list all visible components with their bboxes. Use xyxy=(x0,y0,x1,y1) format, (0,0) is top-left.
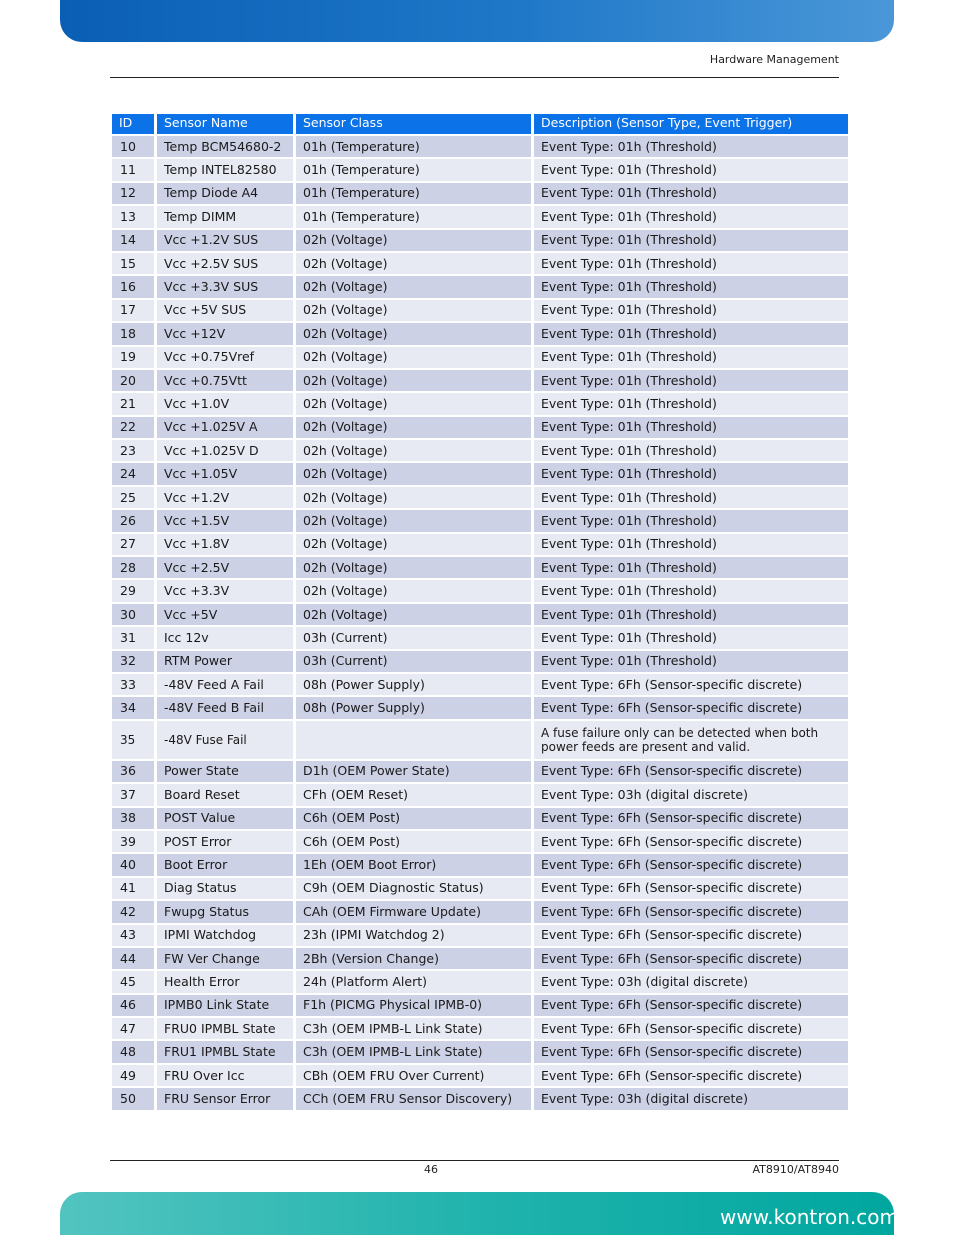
cell-id: 49 xyxy=(112,1065,154,1086)
cell-sensor-name: RTM Power xyxy=(157,651,293,672)
cell-sensor-class: 02h (Voltage) xyxy=(296,276,531,297)
cell-sensor-class: 02h (Voltage) xyxy=(296,604,531,625)
table-row xyxy=(112,604,848,625)
sensor-table xyxy=(109,112,851,1112)
cell-id: 23 xyxy=(112,440,154,461)
table-row xyxy=(112,854,848,875)
cell-description: Event Type: 01h (Threshold) xyxy=(534,370,848,391)
cell-sensor-name: Temp INTEL82580 xyxy=(157,159,293,180)
cell-sensor-class: 02h (Voltage) xyxy=(296,370,531,391)
cell-sensor-class: CAh (OEM Firmware Update) xyxy=(296,901,531,922)
table-row xyxy=(112,323,848,344)
cell-id: 46 xyxy=(112,995,154,1016)
cell-id: 26 xyxy=(112,510,154,531)
document-title: AT8910/AT8940 xyxy=(752,1163,839,1176)
cell-id: 19 xyxy=(112,347,154,368)
cell-description: Event Type: 01h (Threshold) xyxy=(534,347,848,368)
table-row xyxy=(112,878,848,899)
cell-sensor-class: 02h (Voltage) xyxy=(296,510,531,531)
table-row xyxy=(112,463,848,484)
cell-sensor-class: 01h (Temperature) xyxy=(296,136,531,157)
cell-sensor-class: 08h (Power Supply) xyxy=(296,697,531,718)
cell-description: Event Type: 01h (Threshold) xyxy=(534,300,848,321)
cell-description: Event Type: 6Fh (Sensor-specific discrete) xyxy=(534,901,848,922)
cell-sensor-name: FW Ver Change xyxy=(157,948,293,969)
cell-description: Event Type: 01h (Threshold) xyxy=(534,393,848,414)
cell-description: Event Type: 01h (Threshold) xyxy=(534,487,848,508)
column-header-description: Description (Sensor Type, Event Trigger) xyxy=(534,114,848,134)
cell-sensor-name: IPMB0 Link State xyxy=(157,995,293,1016)
cell-sensor-name: Vcc +1.05V xyxy=(157,463,293,484)
cell-sensor-name: POST Error xyxy=(157,831,293,852)
cell-sensor-class: 02h (Voltage) xyxy=(296,557,531,578)
cell-id: 27 xyxy=(112,534,154,555)
cell-description: Event Type: 01h (Threshold) xyxy=(534,440,848,461)
table-row xyxy=(112,557,848,578)
footer-divider xyxy=(110,1160,839,1161)
cell-sensor-name: Diag Status xyxy=(157,878,293,899)
cell-id: 37 xyxy=(112,784,154,805)
cell-sensor-name: Vcc +1.025V D xyxy=(157,440,293,461)
cell-sensor-class: 01h (Temperature) xyxy=(296,206,531,227)
cell-id: 10 xyxy=(112,136,154,157)
table-row xyxy=(112,534,848,555)
cell-id: 41 xyxy=(112,878,154,899)
cell-id: 25 xyxy=(112,487,154,508)
cell-sensor-class: 02h (Voltage) xyxy=(296,253,531,274)
cell-sensor-name: FRU Over Icc xyxy=(157,1065,293,1086)
cell-sensor-name: Vcc +1.2V xyxy=(157,487,293,508)
cell-description: Event Type: 01h (Threshold) xyxy=(534,183,848,204)
table-row xyxy=(112,580,848,601)
cell-description: Event Type: 01h (Threshold) xyxy=(534,417,848,438)
cell-id: 38 xyxy=(112,808,154,829)
table-row xyxy=(112,230,848,251)
cell-sensor-name: Vcc +5V SUS xyxy=(157,300,293,321)
table-row xyxy=(112,300,848,321)
cell-id: 34 xyxy=(112,697,154,718)
cell-sensor-name: Health Error xyxy=(157,971,293,992)
cell-sensor-class: C3h (OEM IPMB-L Link State) xyxy=(296,1041,531,1062)
table-row xyxy=(112,487,848,508)
cell-id: 28 xyxy=(112,557,154,578)
cell-sensor-name: Fwupg Status xyxy=(157,901,293,922)
cell-description: Event Type: 6Fh (Sensor-specific discrete) xyxy=(534,925,848,946)
cell-id: 16 xyxy=(112,276,154,297)
cell-id: 14 xyxy=(112,230,154,251)
cell-id: 43 xyxy=(112,925,154,946)
cell-sensor-class: C6h (OEM Post) xyxy=(296,831,531,852)
table-row xyxy=(112,925,848,946)
cell-sensor-name: Vcc +1.2V SUS xyxy=(157,230,293,251)
table-row xyxy=(112,948,848,969)
header-section-title: Hardware Management xyxy=(709,53,839,66)
header-divider xyxy=(110,77,839,78)
table-row xyxy=(112,206,848,227)
cell-sensor-class: 08h (Power Supply) xyxy=(296,674,531,695)
table-row xyxy=(112,276,848,297)
table-row xyxy=(112,901,848,922)
cell-description: Event Type: 01h (Threshold) xyxy=(534,253,848,274)
column-header-sensor-name: Sensor Name xyxy=(157,114,293,134)
table-row xyxy=(112,347,848,368)
cell-id: 35 xyxy=(112,721,154,759)
cell-sensor-class: 01h (Temperature) xyxy=(296,183,531,204)
cell-sensor-class: CFh (OEM Reset) xyxy=(296,784,531,805)
cell-sensor-name: Vcc +1.0V xyxy=(157,393,293,414)
table-row xyxy=(112,971,848,992)
cell-sensor-name: POST Value xyxy=(157,808,293,829)
cell-description: Event Type: 01h (Threshold) xyxy=(534,627,848,648)
cell-id: 20 xyxy=(112,370,154,391)
cell-sensor-class: 02h (Voltage) xyxy=(296,300,531,321)
cell-id: 31 xyxy=(112,627,154,648)
cell-sensor-name: FRU1 IPMBL State xyxy=(157,1041,293,1062)
cell-id: 32 xyxy=(112,651,154,672)
cell-sensor-name: Vcc +12V xyxy=(157,323,293,344)
cell-description: Event Type: 01h (Threshold) xyxy=(534,557,848,578)
cell-id: 15 xyxy=(112,253,154,274)
cell-sensor-name: Power State xyxy=(157,761,293,782)
cell-sensor-name: Vcc +0.75Vtt xyxy=(157,370,293,391)
cell-sensor-name: Vcc +2.5V SUS xyxy=(157,253,293,274)
cell-description: Event Type: 01h (Threshold) xyxy=(534,159,848,180)
cell-description: Event Type: 6Fh (Sensor-specific discrete) xyxy=(534,808,848,829)
cell-id: 40 xyxy=(112,854,154,875)
table-row xyxy=(112,697,848,718)
cell-description: Event Type: 6Fh (Sensor-specific discrete) xyxy=(534,831,848,852)
cell-id: 39 xyxy=(112,831,154,852)
cell-sensor-class: C9h (OEM Diagnostic Status) xyxy=(296,878,531,899)
table-row xyxy=(112,417,848,438)
table-row xyxy=(112,808,848,829)
cell-sensor-class xyxy=(296,721,531,759)
cell-sensor-class: 2Bh (Version Change) xyxy=(296,948,531,969)
cell-description: Event Type: 01h (Threshold) xyxy=(534,580,848,601)
cell-sensor-class: 03h (Current) xyxy=(296,651,531,672)
top-banner xyxy=(60,0,894,42)
cell-id: 18 xyxy=(112,323,154,344)
cell-description: Event Type: 01h (Threshold) xyxy=(534,230,848,251)
cell-description: Event Type: 01h (Threshold) xyxy=(534,136,848,157)
cell-sensor-name: -48V Feed A Fail xyxy=(157,674,293,695)
cell-sensor-name: Vcc +1.8V xyxy=(157,534,293,555)
cell-sensor-class: 03h (Current) xyxy=(296,627,531,648)
table-row xyxy=(112,831,848,852)
cell-description: Event Type: 01h (Threshold) xyxy=(534,604,848,625)
table-row xyxy=(112,440,848,461)
page-number: 46 xyxy=(424,1163,438,1176)
cell-id: 13 xyxy=(112,206,154,227)
cell-sensor-class: 1Eh (OEM Boot Error) xyxy=(296,854,531,875)
cell-sensor-class: 02h (Voltage) xyxy=(296,323,531,344)
cell-description: Event Type: 01h (Threshold) xyxy=(534,510,848,531)
cell-id: 24 xyxy=(112,463,154,484)
cell-description: Event Type: 01h (Threshold) xyxy=(534,463,848,484)
cell-sensor-name: Vcc +1.5V xyxy=(157,510,293,531)
cell-sensor-name: Temp BCM54680-2 xyxy=(157,136,293,157)
table-row xyxy=(112,1088,848,1109)
cell-sensor-name: Icc 12v xyxy=(157,627,293,648)
cell-description: Event Type: 6Fh (Sensor-specific discrete) xyxy=(534,995,848,1016)
cell-description: Event Type: 01h (Threshold) xyxy=(534,276,848,297)
cell-sensor-class: D1h (OEM Power State) xyxy=(296,761,531,782)
cell-sensor-name: Vcc +3.3V SUS xyxy=(157,276,293,297)
table-row xyxy=(112,136,848,157)
cell-description: Event Type: 01h (Threshold) xyxy=(534,323,848,344)
cell-sensor-name: -48V Feed B Fail xyxy=(157,697,293,718)
cell-sensor-class: 23h (IPMI Watchdog 2) xyxy=(296,925,531,946)
table-row xyxy=(112,510,848,531)
cell-sensor-name: Temp DIMM xyxy=(157,206,293,227)
cell-sensor-class: 02h (Voltage) xyxy=(296,534,531,555)
cell-id: 47 xyxy=(112,1018,154,1039)
cell-sensor-class: 02h (Voltage) xyxy=(296,440,531,461)
cell-sensor-name: Board Reset xyxy=(157,784,293,805)
cell-description: Event Type: 6Fh (Sensor-specific discrete) xyxy=(534,761,848,782)
table-row xyxy=(112,784,848,805)
table-row xyxy=(112,183,848,204)
table-row xyxy=(112,1018,848,1039)
cell-sensor-name: Boot Error xyxy=(157,854,293,875)
cell-description: Event Type: 6Fh (Sensor-specific discrete) xyxy=(534,674,848,695)
cell-description: Event Type: 01h (Threshold) xyxy=(534,651,848,672)
cell-sensor-class: 02h (Voltage) xyxy=(296,580,531,601)
cell-sensor-name: Vcc +0.75Vref xyxy=(157,347,293,368)
table-row xyxy=(112,393,848,414)
cell-sensor-class: 02h (Voltage) xyxy=(296,347,531,368)
table-body xyxy=(112,136,848,1110)
website-link[interactable]: www.kontron.com xyxy=(720,1205,899,1229)
cell-sensor-name: Vcc +1.025V A xyxy=(157,417,293,438)
cell-id: 45 xyxy=(112,971,154,992)
cell-id: 29 xyxy=(112,580,154,601)
cell-id: 17 xyxy=(112,300,154,321)
cell-sensor-name: IPMI Watchdog xyxy=(157,925,293,946)
cell-id: 11 xyxy=(112,159,154,180)
cell-id: 44 xyxy=(112,948,154,969)
cell-id: 21 xyxy=(112,393,154,414)
cell-id: 36 xyxy=(112,761,154,782)
table-row xyxy=(112,253,848,274)
cell-id: 12 xyxy=(112,183,154,204)
cell-description: Event Type: 6Fh (Sensor-specific discrete) xyxy=(534,878,848,899)
column-header-id: ID xyxy=(112,114,154,134)
cell-id: 22 xyxy=(112,417,154,438)
cell-description: Event Type: 01h (Threshold) xyxy=(534,206,848,227)
cell-id: 48 xyxy=(112,1041,154,1062)
cell-sensor-class: 02h (Voltage) xyxy=(296,230,531,251)
cell-sensor-name: Vcc +5V xyxy=(157,604,293,625)
cell-sensor-class: 24h (Platform Alert) xyxy=(296,971,531,992)
table-row xyxy=(112,674,848,695)
cell-id: 30 xyxy=(112,604,154,625)
table-row xyxy=(112,721,848,759)
table-row xyxy=(112,1041,848,1062)
cell-id: 42 xyxy=(112,901,154,922)
table-header-row xyxy=(112,114,848,134)
table-row xyxy=(112,159,848,180)
cell-sensor-name: -48V Fuse Fail xyxy=(157,721,293,759)
table-row xyxy=(112,995,848,1016)
table-row xyxy=(112,651,848,672)
cell-description: A fuse failure only can be detected when both power feeds are present and valid. xyxy=(534,721,848,759)
cell-description: Event Type: 6Fh (Sensor-specific discrete) xyxy=(534,1041,848,1062)
cell-description: Event Type: 6Fh (Sensor-specific discrete) xyxy=(534,948,848,969)
cell-sensor-class: 02h (Voltage) xyxy=(296,487,531,508)
cell-description: Event Type: 6Fh (Sensor-specific discrete) xyxy=(534,697,848,718)
cell-description: Event Type: 03h (digital discrete) xyxy=(534,1088,848,1109)
cell-sensor-class: CCh (OEM FRU Sensor Discovery) xyxy=(296,1088,531,1109)
table-row xyxy=(112,1065,848,1086)
cell-sensor-class: 02h (Voltage) xyxy=(296,417,531,438)
cell-description: Event Type: 6Fh (Sensor-specific discrete) xyxy=(534,1065,848,1086)
cell-sensor-name: FRU0 IPMBL State xyxy=(157,1018,293,1039)
column-header-sensor-class: Sensor Class xyxy=(296,114,531,134)
cell-sensor-class: C3h (OEM IPMB-L Link State) xyxy=(296,1018,531,1039)
cell-sensor-class: F1h (PICMG Physical IPMB-0) xyxy=(296,995,531,1016)
table-row xyxy=(112,761,848,782)
cell-description: Event Type: 03h (digital discrete) xyxy=(534,971,848,992)
cell-id: 33 xyxy=(112,674,154,695)
cell-sensor-class: 02h (Voltage) xyxy=(296,463,531,484)
cell-sensor-name: Vcc +3.3V xyxy=(157,580,293,601)
cell-sensor-class: C6h (OEM Post) xyxy=(296,808,531,829)
cell-description: Event Type: 03h (digital discrete) xyxy=(534,784,848,805)
table-row xyxy=(112,627,848,648)
table-row xyxy=(112,370,848,391)
cell-description: Event Type: 01h (Threshold) xyxy=(534,534,848,555)
cell-description: Event Type: 6Fh (Sensor-specific discrete) xyxy=(534,1018,848,1039)
cell-sensor-class: CBh (OEM FRU Over Current) xyxy=(296,1065,531,1086)
cell-description: Event Type: 6Fh (Sensor-specific discrete) xyxy=(534,854,848,875)
cell-sensor-name: Vcc +2.5V xyxy=(157,557,293,578)
cell-sensor-name: FRU Sensor Error xyxy=(157,1088,293,1109)
cell-id: 50 xyxy=(112,1088,154,1109)
cell-sensor-class: 02h (Voltage) xyxy=(296,393,531,414)
cell-sensor-name: Temp Diode A4 xyxy=(157,183,293,204)
cell-sensor-class: 01h (Temperature) xyxy=(296,159,531,180)
